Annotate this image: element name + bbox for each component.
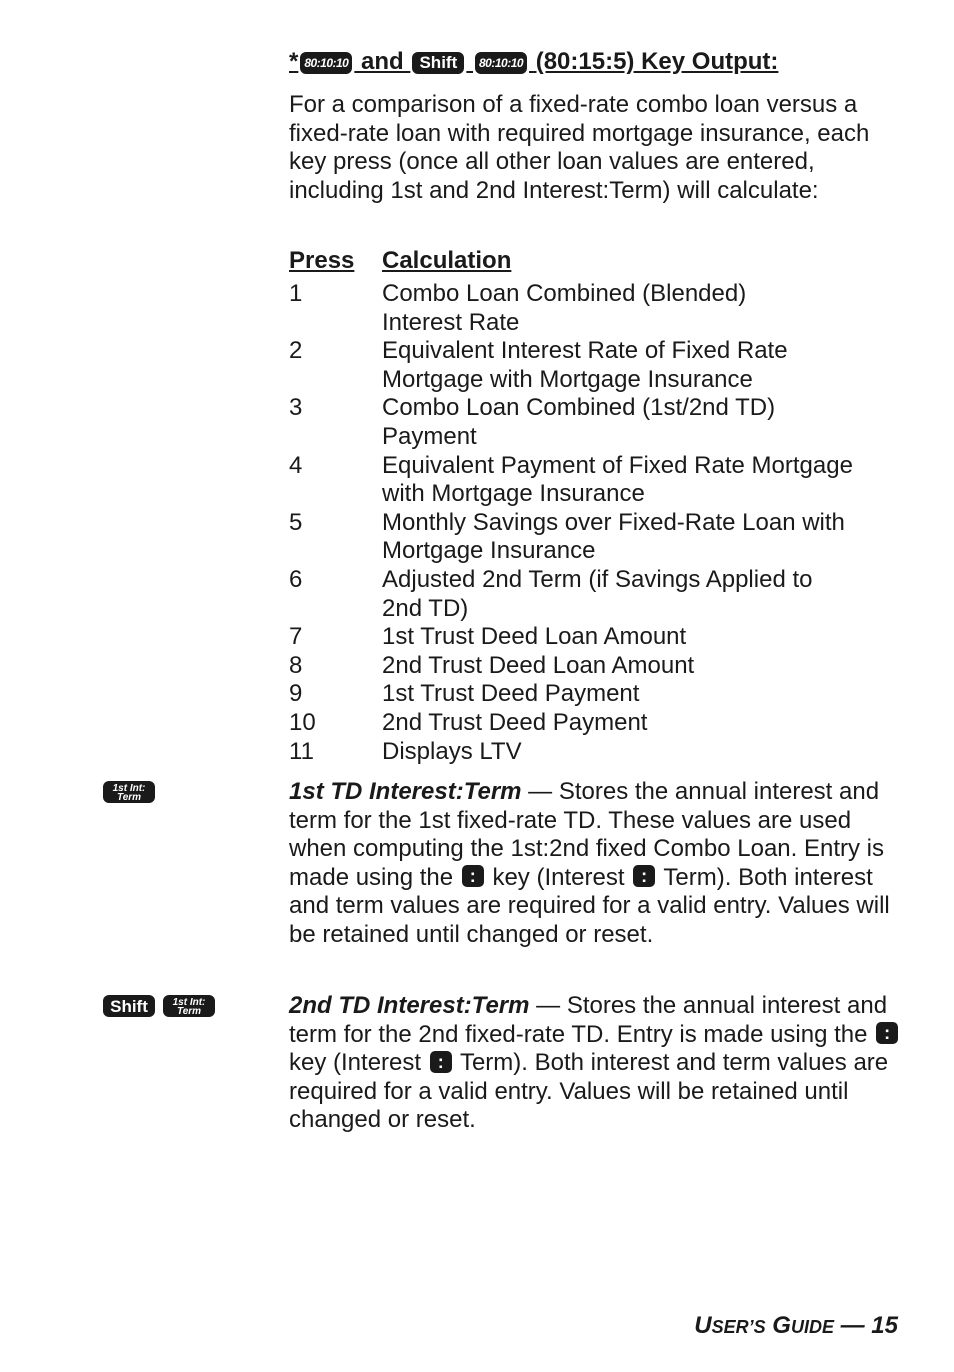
- table-row: [289, 337, 909, 394]
- press-calculation-table: [289, 246, 909, 766]
- table-row: [289, 652, 909, 681]
- entry1-keys: [103, 781, 155, 803]
- key-shift-icon: Shift: [103, 995, 155, 1017]
- heading-suffix: (80:15:5) Key Output:: [529, 48, 779, 75]
- table-row: [289, 509, 909, 566]
- entry2-keys: [103, 995, 215, 1017]
- table-header: [289, 246, 909, 276]
- press-number: 7: [289, 623, 303, 651]
- calculation-text: Displays LTV: [382, 737, 522, 765]
- press-number: 3: [289, 394, 303, 422]
- key-shift-icon: Shift: [412, 52, 464, 74]
- section-heading: [289, 48, 778, 76]
- key-colon-icon: :: [430, 1051, 452, 1073]
- heading-and: and: [354, 48, 411, 75]
- asterisk: *: [289, 48, 299, 75]
- page-number: — 15: [833, 1312, 898, 1339]
- press-number: 1: [289, 280, 303, 307]
- term-2nd-td: 2nd TD Interest:Term: [289, 992, 530, 1019]
- press-number: 10: [289, 708, 316, 736]
- press-number: 8: [289, 651, 303, 679]
- press-number: 5: [289, 508, 303, 536]
- entry-2nd-td-interest-term: 2nd TD Interest:Term — Stores the annual interest and term for the 2nd fixed-rate TD. Entry is made using the : key (Interest : Term). Both interest and term values are required for a valid entry. Values will be retained until changed or reset.: [289, 992, 904, 1135]
- press-number: 4: [289, 451, 303, 479]
- calculation-text: Equivalent Payment of Fixed Rate Mortgage with Mortgage Insurance: [382, 451, 853, 508]
- calculation-text: Monthly Savings over Fixed-Rate Loan with Mortgage Insurance: [382, 508, 845, 565]
- calculation-text: 2nd Trust Deed Payment: [382, 708, 648, 736]
- calculation-text: Equivalent Interest Rate of Fixed Rate Mortgage with Mortgage Insurance: [382, 337, 788, 393]
- key-80-10-10-icon: 80:10:10: [300, 52, 352, 74]
- entry-1st-td-interest-term: 1st TD Interest:Term — Stores the annual interest and term for the 1st fixed-rate TD. These values are used when computing the 1st:2nd fixed Combo Loan. Entry is made using the : key (Interest : Term). Both interest and term values are required for a valid entry. Values will be retained until changed or reset.: [289, 778, 890, 948]
- term-1st-td: 1st TD Interest:Term: [289, 778, 522, 805]
- press-number: 2: [289, 337, 303, 365]
- intro-paragraph: For a comparison of a fixed-rate combo loan versus a fixed-rate loan with required mortgage insurance, each key press (once all other loan values are entered, including 1st and 2nd Interest:Term) will calculate:: [289, 91, 870, 204]
- table-row: [289, 566, 909, 623]
- table-body: [289, 280, 909, 766]
- table-row: [289, 680, 909, 709]
- key-1st-int-term-icon: 1st Int: Term: [163, 995, 215, 1017]
- calculation-text: 1st Trust Deed Loan Amount: [382, 623, 687, 651]
- page-footer: USER’S GUIDE — 15: [694, 1312, 898, 1339]
- calculation-text: Combo Loan Combined (1st/2nd TD) Payment: [382, 394, 776, 450]
- press-number: 11: [289, 737, 314, 765]
- key-1st-int-term-icon: 1st Int: Term: [103, 781, 155, 803]
- calculation-text: 2nd Trust Deed Loan Amount: [382, 651, 695, 679]
- table-row: [289, 280, 909, 337]
- table-row: [289, 394, 909, 451]
- key-colon-icon: :: [462, 865, 484, 887]
- key-80-10-10-icon: 80:10:10: [475, 52, 527, 74]
- press-number: 6: [289, 565, 303, 593]
- table-row: [289, 738, 909, 767]
- table-row: [289, 623, 909, 652]
- key-colon-icon: :: [876, 1022, 898, 1044]
- calculation-text: Adjusted 2nd Term (if Savings Applied to 2nd TD): [382, 565, 813, 622]
- calculation-text: Combo Loan Combined (Blended) Interest Rate: [382, 280, 747, 336]
- key-colon-icon: :: [633, 865, 655, 887]
- table-row: [289, 709, 909, 738]
- calculation-text: 1st Trust Deed Payment: [382, 680, 640, 708]
- header-press: Press: [289, 247, 355, 274]
- table-row: [289, 452, 909, 509]
- press-number: 9: [289, 680, 303, 708]
- header-calculation: Calculation: [382, 247, 512, 274]
